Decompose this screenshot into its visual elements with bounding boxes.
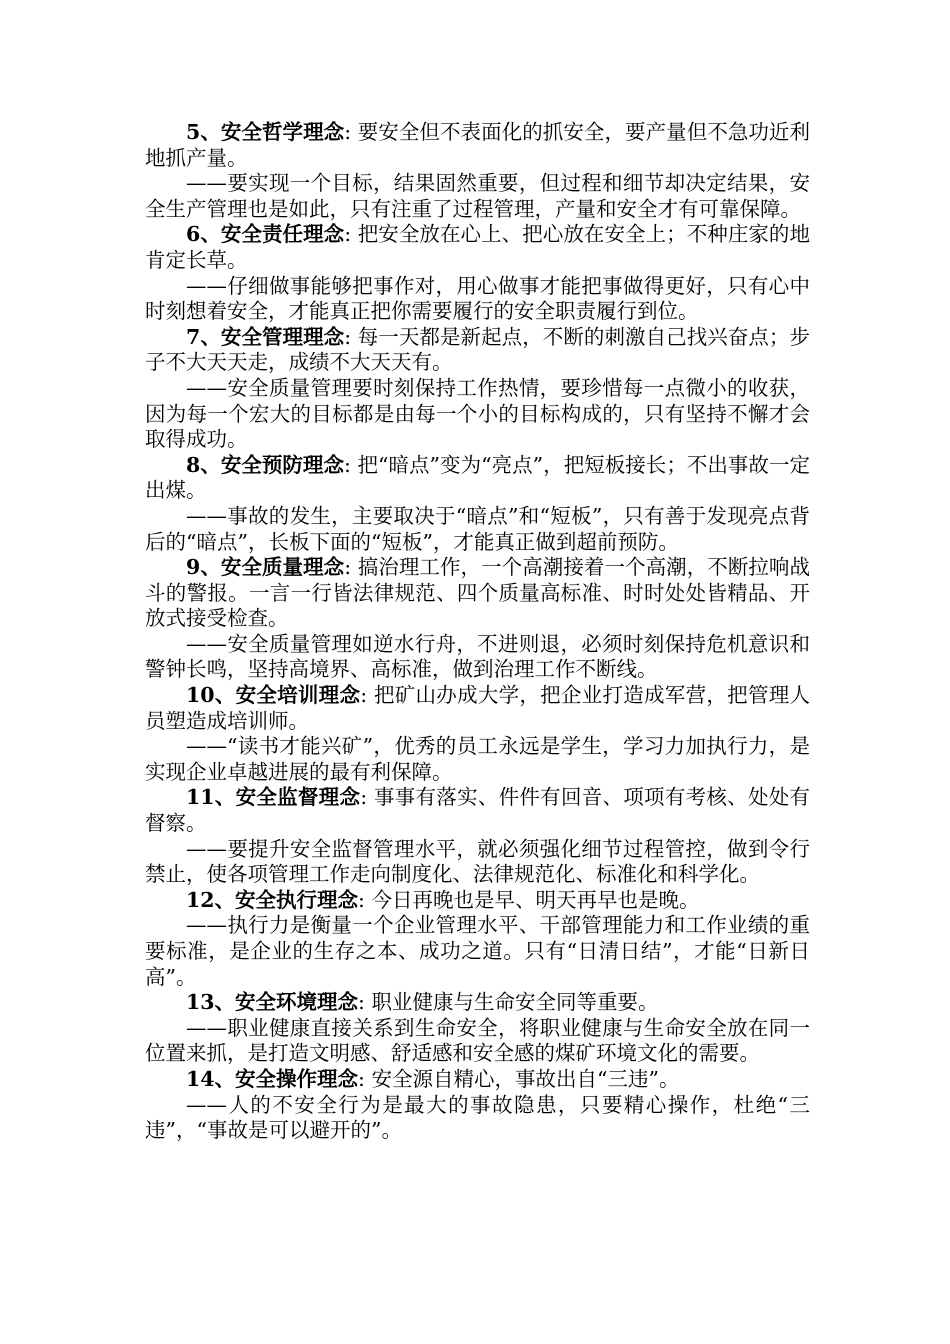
concept-statement [145, 1067, 810, 1093]
statement-text: 职业健康与生命安全同等重要。 [371, 990, 659, 1015]
concept-statement [145, 555, 810, 632]
title-separator: : [344, 555, 352, 580]
statement-text: 安全源自精心，事故出自“三违”。 [371, 1066, 680, 1091]
concept-statement [145, 683, 810, 734]
title-separator: : [360, 785, 368, 810]
concept-title: 8、安全预防理念 [186, 452, 344, 477]
concept-note: ——职业健康直接关系到生命安全，将职业健康与生命安全放在同一位置来抓，是打造文明感、舒适感和安全感的煤矿环境文化的需要。 [145, 1015, 810, 1066]
statement-text: 要安全但不表面化的抓安全，要产量但不急功近利地抓产量。 [145, 120, 810, 170]
statement-text: 把矿山办成大学，把企业打造成军营，把管理人员塑造成培训师。 [145, 683, 810, 733]
concept-note: ——人的不安全行为是最大的事故隐患，只要精心操作，杜绝“三违”，“事故是可以避开的”。 [145, 1092, 810, 1143]
concept-title: 11、安全监督理念 [186, 785, 361, 810]
concept-title: 13、安全环境理念 [186, 990, 359, 1015]
concept-title: 7、安全管理理念 [186, 324, 345, 349]
concept-note: ——“读书才能兴矿”，优秀的员工永远是学生，学习力加执行力，是实现企业卓越进展的最有利保障。 [145, 734, 810, 784]
concept-statement [145, 120, 810, 171]
concept-title: 10、安全培训理念 [186, 683, 361, 708]
concept-note: ——安全质量管理如逆水行舟，不进则退，必须时刻保持危机意识和警钟长鸣，坚持高境界、高标准，做到治理工作不断线。 [145, 631, 810, 682]
title-separator: : [358, 1066, 365, 1091]
concept-statement [145, 453, 810, 504]
concept-title: 12、安全执行理念 [186, 887, 359, 912]
concept-statement [145, 222, 810, 273]
concept-statement [145, 888, 810, 914]
title-separator: : [344, 120, 352, 144]
document-body [145, 120, 810, 1144]
statement-text: 搞治理工作，一个高潮接着一个高潮，不断拉响战斗的警报。一言一行皆法律规范、四个质量高标准、时时处处皆精品、开放式接受检查。 [145, 555, 810, 631]
concept-statement [145, 325, 810, 376]
title-separator: : [343, 452, 351, 477]
concept-note: ——安全质量管理要时刻保持工作热情，要珍惜每一点微小的收获，因为每一个宏大的目标都是由每一个小的目标构成的，只有坚持不懈才会取得成功。 [145, 375, 810, 452]
statement-text: 把安全放在心上、把心放在安全上；不种庄家的地肯定长草。 [145, 222, 810, 272]
title-separator: : [344, 222, 352, 247]
statement-text: 事事有落实、件件有回音、项项有考核、处处有督察。 [145, 785, 810, 836]
title-separator: : [358, 887, 365, 912]
concept-title: 14、安全操作理念 [186, 1066, 359, 1091]
title-separator: : [344, 324, 352, 349]
concept-title: 6、安全责任理念 [186, 222, 345, 247]
concept-note: ——执行力是衡量一个企业管理水平、干部管理能力和工作业绩的重要标准，是企业的生存之本、成功之道。只有“日清日结”，才能“日新日高”。 [145, 913, 810, 989]
concept-note: ——仔细做事能够把事作对，用心做事才能把事做得更好，只有心中时刻想着安全，才能真正把你需要履行的安全职责履行到位。 [145, 273, 810, 324]
concept-title: 9、安全质量理念 [186, 555, 345, 580]
concept-title: 5、安全哲学理念 [186, 120, 345, 144]
concept-note: ——要提升安全监督管理水平，就必须强化细节过程管控，做到令行禁止，使各项管理工作走向制度化、法律规范化、标准化和科学化。 [145, 836, 810, 887]
concept-statement [145, 785, 810, 836]
concept-note: ——要实现一个目标，结果固然重要，但过程和细节却决定结果，安全生产管理也是如此，只有注重了过程管理，产量和安全才有可靠保障。 [145, 171, 810, 221]
concept-statement [145, 990, 810, 1016]
statement-text: 每一天都是新起点，不断的刺激自己找兴奋点；步子不大天天走，成绩不大天天有。 [145, 324, 810, 375]
concept-note: ——事故的发生，主要取决于“暗点”和“短板”，只有善于发现亮点背后的“暗点”，长板下面的“短板”，才能真正做到超前预防。 [145, 503, 810, 554]
title-separator: : [358, 990, 365, 1015]
statement-text: 今日再晚也是早、明天再早也是晚。 [371, 887, 700, 912]
title-separator: : [360, 683, 368, 708]
statement-text: 把“暗点”变为“亮点”，把短板接长；不出事故一定出煤。 [145, 452, 810, 503]
